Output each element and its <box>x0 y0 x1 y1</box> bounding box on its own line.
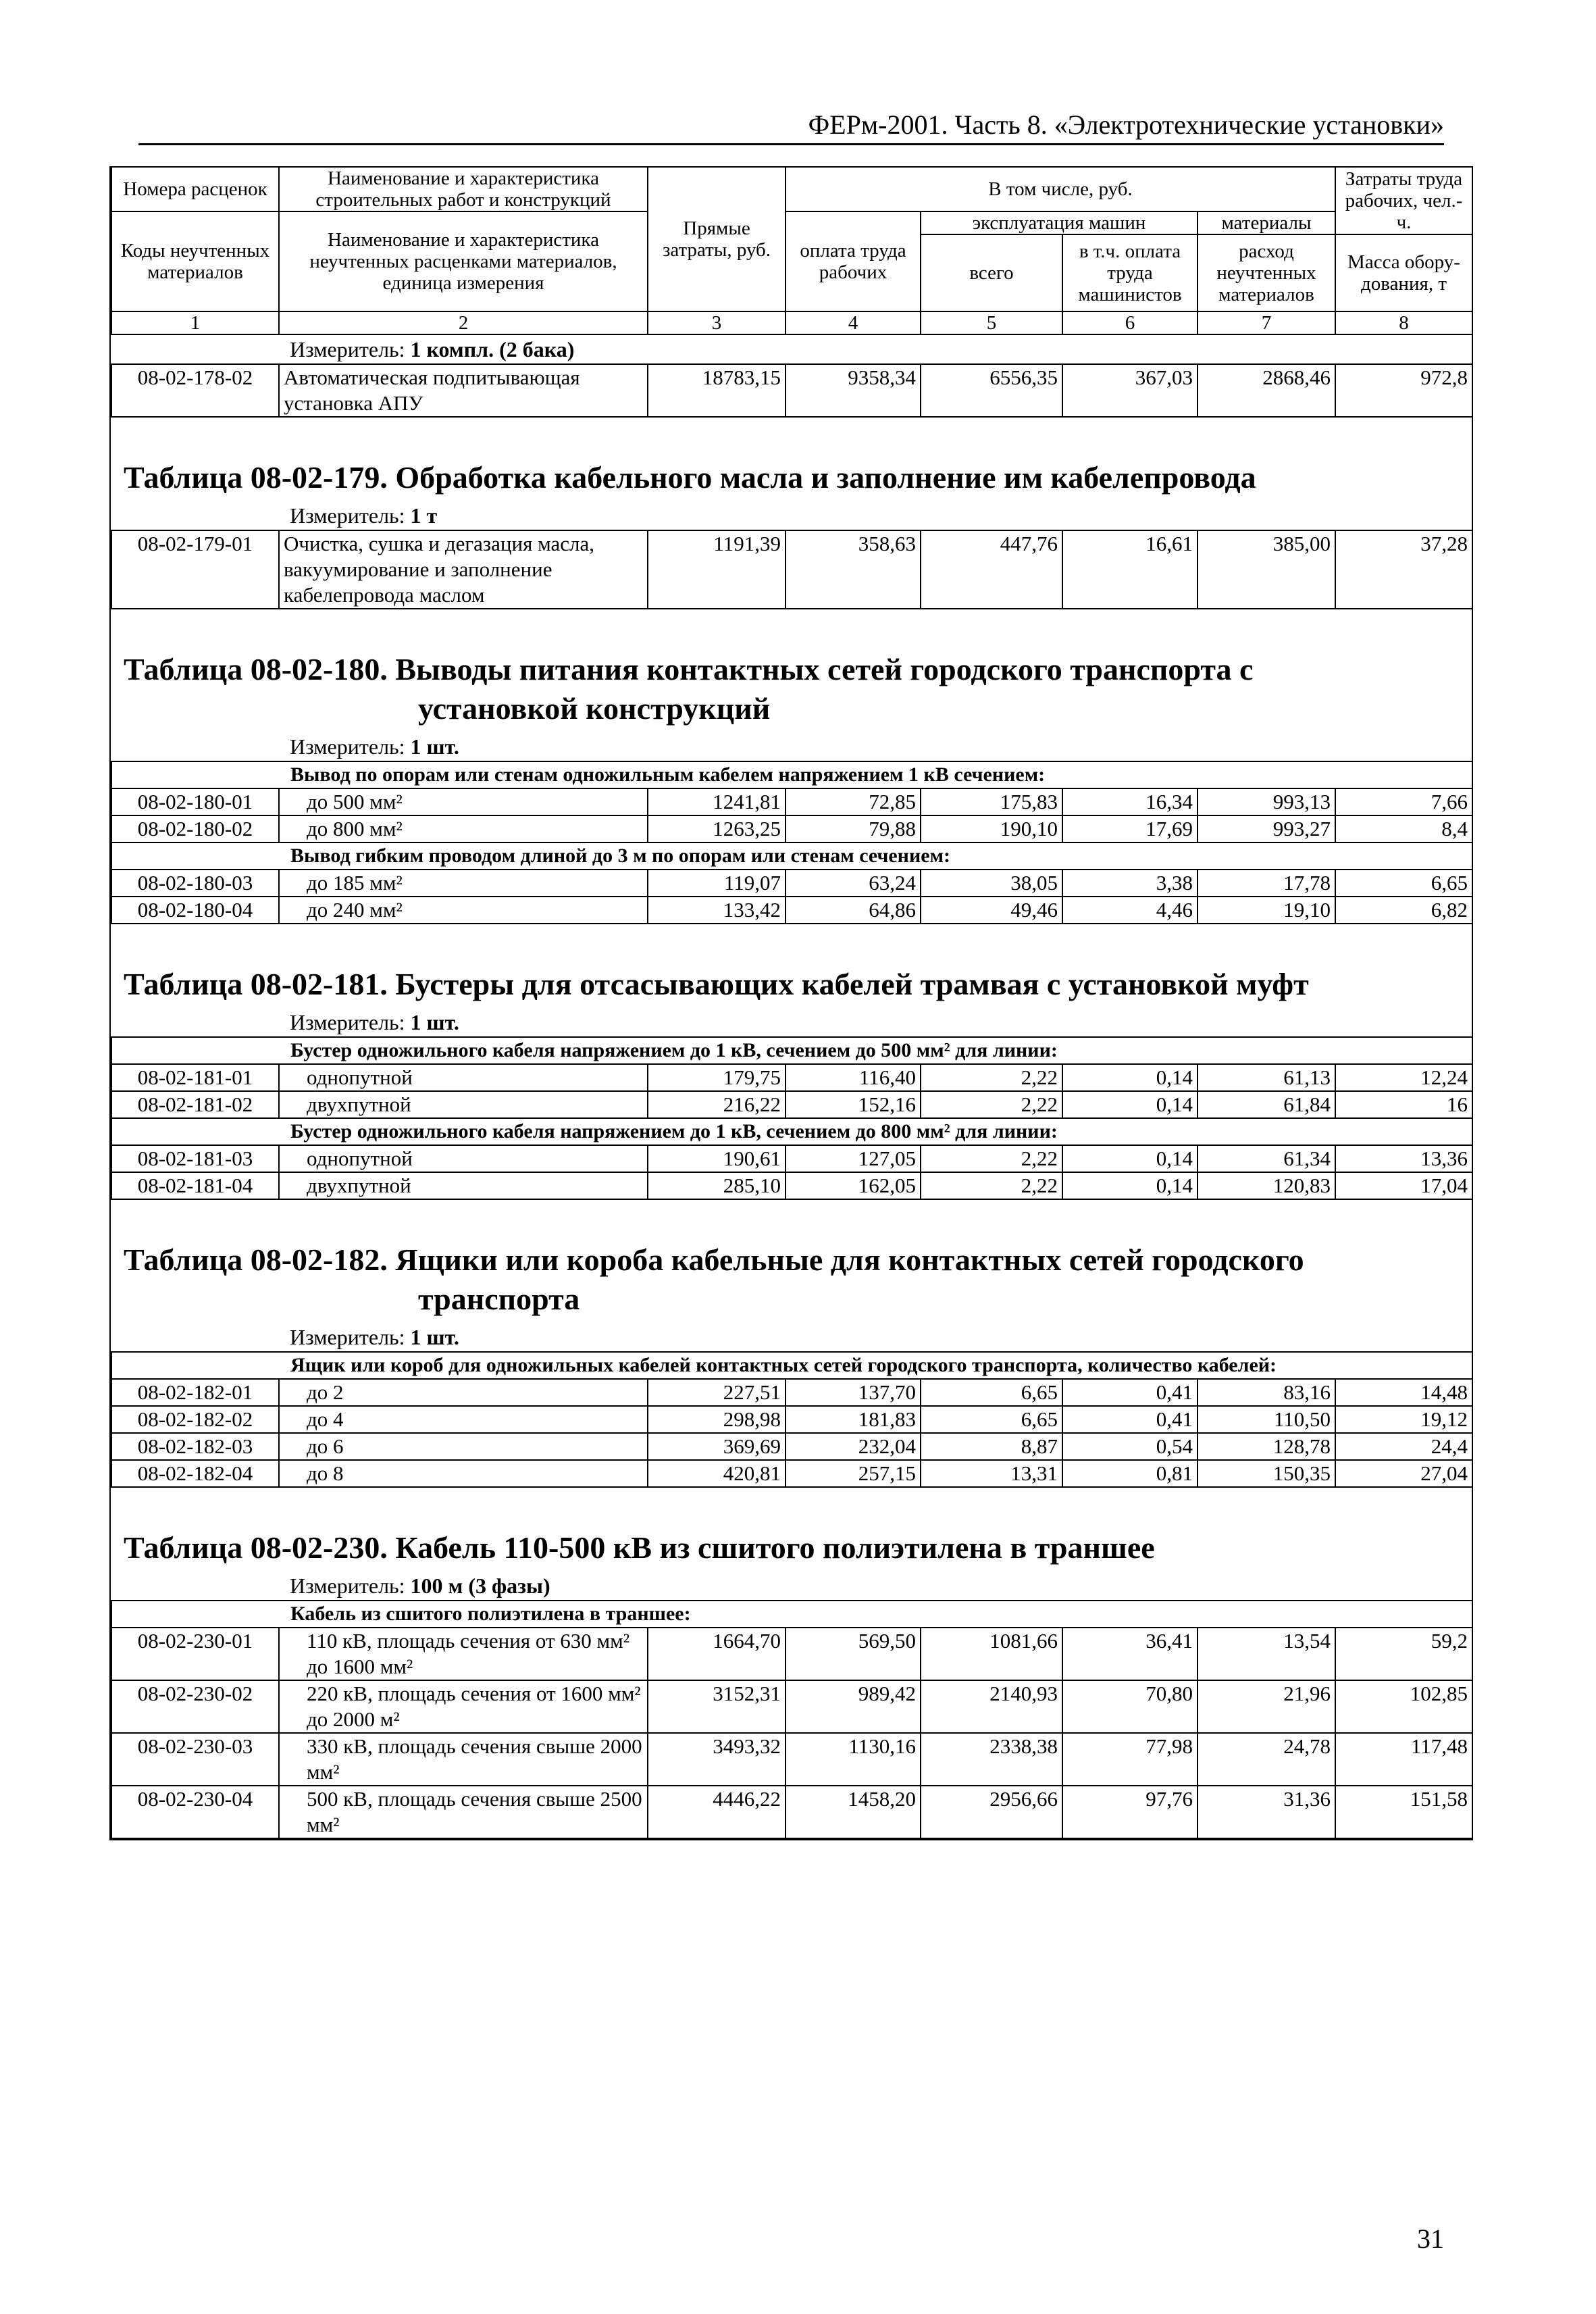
table-title-line: транспорта <box>418 1282 580 1316</box>
value-cell: 190,61 <box>648 1145 786 1172</box>
table-title-line: установкой конструкций <box>418 691 771 726</box>
rates-table-frame <box>109 166 1473 1840</box>
work-name: до 800 мм² <box>279 815 648 842</box>
section-spacer <box>111 1199 1472 1240</box>
value-cell: 367,03 <box>1062 364 1198 417</box>
work-name: до 240 мм² <box>279 897 648 924</box>
value-cell: 4,46 <box>1062 897 1198 924</box>
value-cell: 0,14 <box>1062 1172 1198 1199</box>
value-cell: 16,61 <box>1062 530 1198 609</box>
value-cell: 13,36 <box>1335 1145 1472 1172</box>
value-cell: 989,42 <box>786 1680 921 1733</box>
col-number: 8 <box>1335 311 1472 334</box>
rate-code: 08-02-179-01 <box>111 530 279 609</box>
value-cell: 12,24 <box>1335 1064 1472 1091</box>
value-cell: 2868,46 <box>1198 364 1335 417</box>
spacer-cell <box>111 609 1472 650</box>
value-cell: 4446,22 <box>648 1786 786 1838</box>
table-title <box>111 1528 1472 1571</box>
header-material-codes: Коды неучтенных материалов <box>111 211 279 311</box>
rate-code: 08-02-181-04 <box>111 1172 279 1199</box>
rate-code: 08-02-230-02 <box>111 1680 279 1733</box>
meter-value: 100 м (3 фазы) <box>410 1574 550 1598</box>
work-name: 500 кВ, площадь сечения свыше 2500 мм² <box>279 1786 648 1838</box>
value-cell: 0,41 <box>1062 1379 1198 1406</box>
rate-code: 08-02-230-04 <box>111 1786 279 1838</box>
value-cell: 79,88 <box>786 815 921 842</box>
value-cell: 59,2 <box>1335 1628 1472 1680</box>
value-cell: 97,76 <box>1062 1786 1198 1838</box>
value-cell: 1130,16 <box>786 1733 921 1786</box>
group-heading: Кабель из сшитого полиэтилена в траншее: <box>111 1601 1472 1628</box>
table-title-line: Таблица 08-02-179. Обработка кабельного масла и заполнение им кабелепровода <box>124 460 1256 495</box>
value-cell: 2,22 <box>921 1145 1062 1172</box>
value-cell: 2,22 <box>921 1091 1062 1118</box>
table-title <box>111 965 1472 1008</box>
value-cell: 179,75 <box>648 1064 786 1091</box>
meter-row <box>111 1323 1472 1352</box>
meter-label: Измеритель: <box>290 1325 405 1349</box>
rate-code: 08-02-181-02 <box>111 1091 279 1118</box>
section-spacer <box>111 609 1472 650</box>
rate-code: 08-02-180-04 <box>111 897 279 924</box>
table-row <box>111 1379 1472 1406</box>
value-cell: 181,83 <box>786 1406 921 1433</box>
table-title <box>111 650 1472 732</box>
value-cell: 17,04 <box>1335 1172 1472 1199</box>
value-cell: 116,40 <box>786 1064 921 1091</box>
rate-code: 08-02-181-01 <box>111 1064 279 1091</box>
rate-code: 08-02-180-01 <box>111 788 279 815</box>
work-name: двухпутной <box>279 1091 648 1118</box>
value-cell: 13,31 <box>921 1460 1062 1487</box>
value-cell: 6,65 <box>921 1379 1062 1406</box>
header-machines-total: всего <box>921 234 1062 311</box>
table-row <box>111 788 1472 815</box>
header-materials: материалы <box>1198 211 1335 234</box>
work-name: до 8 <box>279 1460 648 1487</box>
work-name: Очистка, сушка и дегазация масла, вакуумирование и заполнение кабелепровода маслом <box>279 530 648 609</box>
table-row <box>111 815 1472 842</box>
meter-row <box>111 334 1472 364</box>
header-direct-costs: Прямые затраты, руб. <box>648 167 786 311</box>
table-row <box>111 1733 1472 1786</box>
group-heading-row <box>111 1352 1472 1379</box>
value-cell: 369,69 <box>648 1433 786 1460</box>
table-row <box>111 1172 1472 1199</box>
value-cell: 7,66 <box>1335 788 1472 815</box>
meter-label: Измеритель: <box>290 1010 405 1034</box>
value-cell: 6,65 <box>1335 870 1472 897</box>
meter-value: 1 шт. <box>410 734 459 759</box>
col-number: 4 <box>786 311 921 334</box>
meter-label: Измеритель: <box>290 734 405 759</box>
value-cell: 2956,66 <box>921 1786 1062 1838</box>
rate-code: 08-02-230-01 <box>111 1628 279 1680</box>
table-title-line: Таблица 08-02-182. Ящики или короба кабельные для контактных сетей городского <box>124 1242 1304 1277</box>
table-title-row <box>111 1528 1472 1571</box>
table-row <box>111 1406 1472 1433</box>
rate-code: 08-02-182-02 <box>111 1406 279 1433</box>
value-cell: 162,05 <box>786 1172 921 1199</box>
meter-value: 1 т <box>410 503 438 528</box>
rates-table <box>111 166 1473 1839</box>
value-cell: 127,05 <box>786 1145 921 1172</box>
value-cell: 24,4 <box>1335 1433 1472 1460</box>
value-cell: 1191,39 <box>648 530 786 609</box>
meter-label: Измеритель: <box>290 337 405 361</box>
table-row <box>111 1786 1472 1838</box>
value-cell: 0,41 <box>1062 1406 1198 1433</box>
header-drivers-pay: в т.ч. оплата труда машинистов <box>1062 234 1198 311</box>
meter <box>111 1008 1472 1037</box>
value-cell: 137,70 <box>786 1379 921 1406</box>
header-including: В том числе, руб. <box>786 167 1335 211</box>
value-cell: 37,28 <box>1335 530 1472 609</box>
value-cell: 14,48 <box>1335 1379 1472 1406</box>
value-cell: 151,58 <box>1335 1786 1472 1838</box>
value-cell: 2,22 <box>921 1064 1062 1091</box>
value-cell: 120,83 <box>1198 1172 1335 1199</box>
col-number: 6 <box>1062 311 1198 334</box>
value-cell: 31,36 <box>1198 1786 1335 1838</box>
value-cell: 83,16 <box>1198 1379 1335 1406</box>
rate-code: 08-02-182-01 <box>111 1379 279 1406</box>
value-cell: 993,13 <box>1198 788 1335 815</box>
work-name: до 6 <box>279 1433 648 1460</box>
value-cell: 0,14 <box>1062 1064 1198 1091</box>
table-title <box>111 458 1472 501</box>
table-row <box>111 1091 1472 1118</box>
value-cell: 133,42 <box>648 897 786 924</box>
header-labor-cost: Затраты труда рабочих, чел.-ч. <box>1335 167 1472 234</box>
value-cell: 190,10 <box>921 815 1062 842</box>
section-spacer <box>111 417 1472 458</box>
table-title-line: Таблица 08-02-180. Выводы питания контактных сетей городского транспорта с <box>124 652 1254 686</box>
table-row <box>111 870 1472 897</box>
table-title-line: Таблица 08-02-230. Кабель 110-500 кВ из сшитого полиэтилена в траншее <box>124 1530 1155 1565</box>
rate-code: 08-02-180-02 <box>111 815 279 842</box>
value-cell: 227,51 <box>648 1379 786 1406</box>
value-cell: 19,12 <box>1335 1406 1472 1433</box>
table-row <box>111 1064 1472 1091</box>
table-row <box>111 364 1472 417</box>
value-cell: 0,14 <box>1062 1091 1198 1118</box>
value-cell: 61,84 <box>1198 1091 1335 1118</box>
value-cell: 16 <box>1335 1091 1472 1118</box>
value-cell: 2338,38 <box>921 1733 1062 1786</box>
group-heading-row <box>111 1601 1472 1628</box>
table-row <box>111 897 1472 924</box>
value-cell: 61,13 <box>1198 1064 1335 1091</box>
value-cell: 358,63 <box>786 530 921 609</box>
section-spacer <box>111 924 1472 965</box>
value-cell: 232,04 <box>786 1433 921 1460</box>
header-materials-use: расход неучтенных материалов <box>1198 234 1335 311</box>
value-cell: 175,83 <box>921 788 1062 815</box>
value-cell: 150,35 <box>1198 1460 1335 1487</box>
col-number: 5 <box>921 311 1062 334</box>
work-name: двухпутной <box>279 1172 648 1199</box>
value-cell: 1241,81 <box>648 788 786 815</box>
value-cell: 102,85 <box>1335 1680 1472 1733</box>
value-cell: 110,50 <box>1198 1406 1335 1433</box>
value-cell: 63,24 <box>786 870 921 897</box>
work-name: до 500 мм² <box>279 788 648 815</box>
value-cell: 128,78 <box>1198 1433 1335 1460</box>
col-number: 7 <box>1198 311 1335 334</box>
meter <box>111 501 1472 530</box>
table-row <box>111 530 1472 609</box>
value-cell: 216,22 <box>648 1091 786 1118</box>
group-heading-row <box>111 1037 1472 1064</box>
meter-value: 1 шт. <box>410 1325 459 1349</box>
meter-row <box>111 1008 1472 1037</box>
value-cell: 569,50 <box>786 1628 921 1680</box>
work-name: Автоматическая подпитывающая установка АПУ <box>279 364 648 417</box>
table-row <box>111 1433 1472 1460</box>
rate-code: 08-02-182-03 <box>111 1433 279 1460</box>
value-cell: 0,81 <box>1062 1460 1198 1487</box>
group-heading: Ящик или короб для одножильных кабелей контактных сетей городского транспорта, количество кабелей: <box>111 1352 1472 1379</box>
value-cell: 420,81 <box>648 1460 786 1487</box>
value-cell: 18783,15 <box>648 364 786 417</box>
value-cell: 70,80 <box>1062 1680 1198 1733</box>
header-equipment-mass: Масса обору-дования, т <box>1335 234 1472 311</box>
col-number: 3 <box>648 311 786 334</box>
table-title-row <box>111 1240 1472 1323</box>
work-name: 220 кВ, площадь сечения от 1600 мм² до 2000 м² <box>279 1680 648 1733</box>
meter <box>111 334 1472 364</box>
value-cell: 36,41 <box>1062 1628 1198 1680</box>
rate-code: 08-02-180-03 <box>111 870 279 897</box>
work-name: до 2 <box>279 1379 648 1406</box>
value-cell: 385,00 <box>1198 530 1335 609</box>
value-cell: 2,22 <box>921 1172 1062 1199</box>
group-heading: Вывод гибким проводом длиной до 3 м по опорам или стенам сечением: <box>111 842 1472 870</box>
meter-label: Измеритель: <box>290 1574 405 1598</box>
value-cell: 0,54 <box>1062 1433 1198 1460</box>
value-cell: 64,86 <box>786 897 921 924</box>
header-material-name: Наименование и характеристика неучтенных расценками материалов, единица измерения <box>279 211 648 311</box>
value-cell: 77,98 <box>1062 1733 1198 1786</box>
value-cell: 3,38 <box>1062 870 1198 897</box>
value-cell: 152,16 <box>786 1091 921 1118</box>
value-cell: 19,10 <box>1198 897 1335 924</box>
group-heading-row <box>111 842 1472 870</box>
group-heading-row <box>111 761 1472 788</box>
table-row <box>111 1680 1472 1733</box>
meter-value: 1 шт. <box>410 1010 459 1034</box>
value-cell: 17,69 <box>1062 815 1198 842</box>
col-number: 1 <box>111 311 279 334</box>
value-cell: 8,87 <box>921 1433 1062 1460</box>
meter-row <box>111 732 1472 761</box>
spacer-cell <box>111 417 1472 458</box>
value-cell: 1664,70 <box>648 1628 786 1680</box>
value-cell: 1458,20 <box>786 1786 921 1838</box>
header-work-name: Наименование и характеристика строительных работ и конструкций <box>279 167 648 211</box>
value-cell: 21,96 <box>1198 1680 1335 1733</box>
group-heading: Вывод по опорам или стенам одножильным кабелем напряжением 1 кВ сечением: <box>111 761 1472 788</box>
group-heading-row <box>111 1118 1472 1145</box>
table-title-row <box>111 650 1472 732</box>
value-cell: 119,07 <box>648 870 786 897</box>
table-title-row <box>111 458 1472 501</box>
work-name: однопутной <box>279 1064 648 1091</box>
value-cell: 16,34 <box>1062 788 1198 815</box>
value-cell: 13,54 <box>1198 1628 1335 1680</box>
work-name: до 185 мм² <box>279 870 648 897</box>
work-name: 110 кВ, площадь сечения от 630 мм² до 1600 мм² <box>279 1628 648 1680</box>
meter-row <box>111 501 1472 530</box>
meter-row <box>111 1571 1472 1601</box>
value-cell: 6556,35 <box>921 364 1062 417</box>
value-cell: 6,82 <box>1335 897 1472 924</box>
value-cell: 447,76 <box>921 530 1062 609</box>
page-number: 31 <box>1417 2223 1444 2254</box>
table-row <box>111 1460 1472 1487</box>
value-cell: 3152,31 <box>648 1680 786 1733</box>
value-cell: 257,15 <box>786 1460 921 1487</box>
running-header: ФЕРм-2001. Часть 8. «Электротехнические установки» <box>138 108 1444 145</box>
spacer-cell <box>111 1199 1472 1240</box>
value-cell: 8,4 <box>1335 815 1472 842</box>
meter <box>111 732 1472 761</box>
value-cell: 27,04 <box>1335 1460 1472 1487</box>
rate-code: 08-02-181-03 <box>111 1145 279 1172</box>
table-body <box>111 334 1472 1838</box>
value-cell: 17,78 <box>1198 870 1335 897</box>
value-cell: 993,27 <box>1198 815 1335 842</box>
spacer-cell <box>111 1487 1472 1528</box>
section-spacer <box>111 1487 1472 1528</box>
value-cell: 972,8 <box>1335 364 1472 417</box>
col-number: 2 <box>279 311 648 334</box>
rate-code: 08-02-182-04 <box>111 1460 279 1487</box>
value-cell: 2140,93 <box>921 1680 1062 1733</box>
table-row <box>111 1628 1472 1680</box>
value-cell: 61,34 <box>1198 1145 1335 1172</box>
value-cell: 285,10 <box>648 1172 786 1199</box>
value-cell: 9358,34 <box>786 364 921 417</box>
table-row <box>111 1145 1472 1172</box>
table-header <box>111 167 1472 334</box>
value-cell: 49,46 <box>921 897 1062 924</box>
header-machines: эксплуатация машин <box>921 211 1198 234</box>
group-heading: Бустер одножильного кабеля напряжением до 1 кВ, сечением до 500 мм² для линии: <box>111 1037 1472 1064</box>
value-cell: 3493,32 <box>648 1733 786 1786</box>
work-name: до 4 <box>279 1406 648 1433</box>
value-cell: 38,05 <box>921 870 1062 897</box>
header-labor-pay: оплата труда рабочих <box>786 211 921 311</box>
value-cell: 6,65 <box>921 1406 1062 1433</box>
value-cell: 1263,25 <box>648 815 786 842</box>
value-cell: 117,48 <box>1335 1733 1472 1786</box>
value-cell: 24,78 <box>1198 1733 1335 1786</box>
meter <box>111 1323 1472 1352</box>
table-title-row <box>111 965 1472 1008</box>
rate-code: 08-02-230-03 <box>111 1733 279 1786</box>
meter-value: 1 компл. (2 бака) <box>410 337 575 361</box>
spacer-cell <box>111 924 1472 965</box>
header-codes: Номера расценок <box>111 167 279 211</box>
rate-code: 08-02-178-02 <box>111 364 279 417</box>
work-name: однопутной <box>279 1145 648 1172</box>
meter <box>111 1571 1472 1601</box>
table-title-line: Таблица 08-02-181. Бустеры для отсасывающих кабелей трамвая с установкой муфт <box>124 967 1309 1001</box>
table-title <box>111 1240 1472 1323</box>
meter-label: Измеритель: <box>290 503 405 528</box>
work-name: 330 кВ, площадь сечения свыше 2000 мм² <box>279 1733 648 1786</box>
group-heading: Бустер одножильного кабеля напряжением до 1 кВ, сечением до 800 мм² для линии: <box>111 1118 1472 1145</box>
value-cell: 72,85 <box>786 788 921 815</box>
value-cell: 0,14 <box>1062 1145 1198 1172</box>
value-cell: 298,98 <box>648 1406 786 1433</box>
value-cell: 1081,66 <box>921 1628 1062 1680</box>
